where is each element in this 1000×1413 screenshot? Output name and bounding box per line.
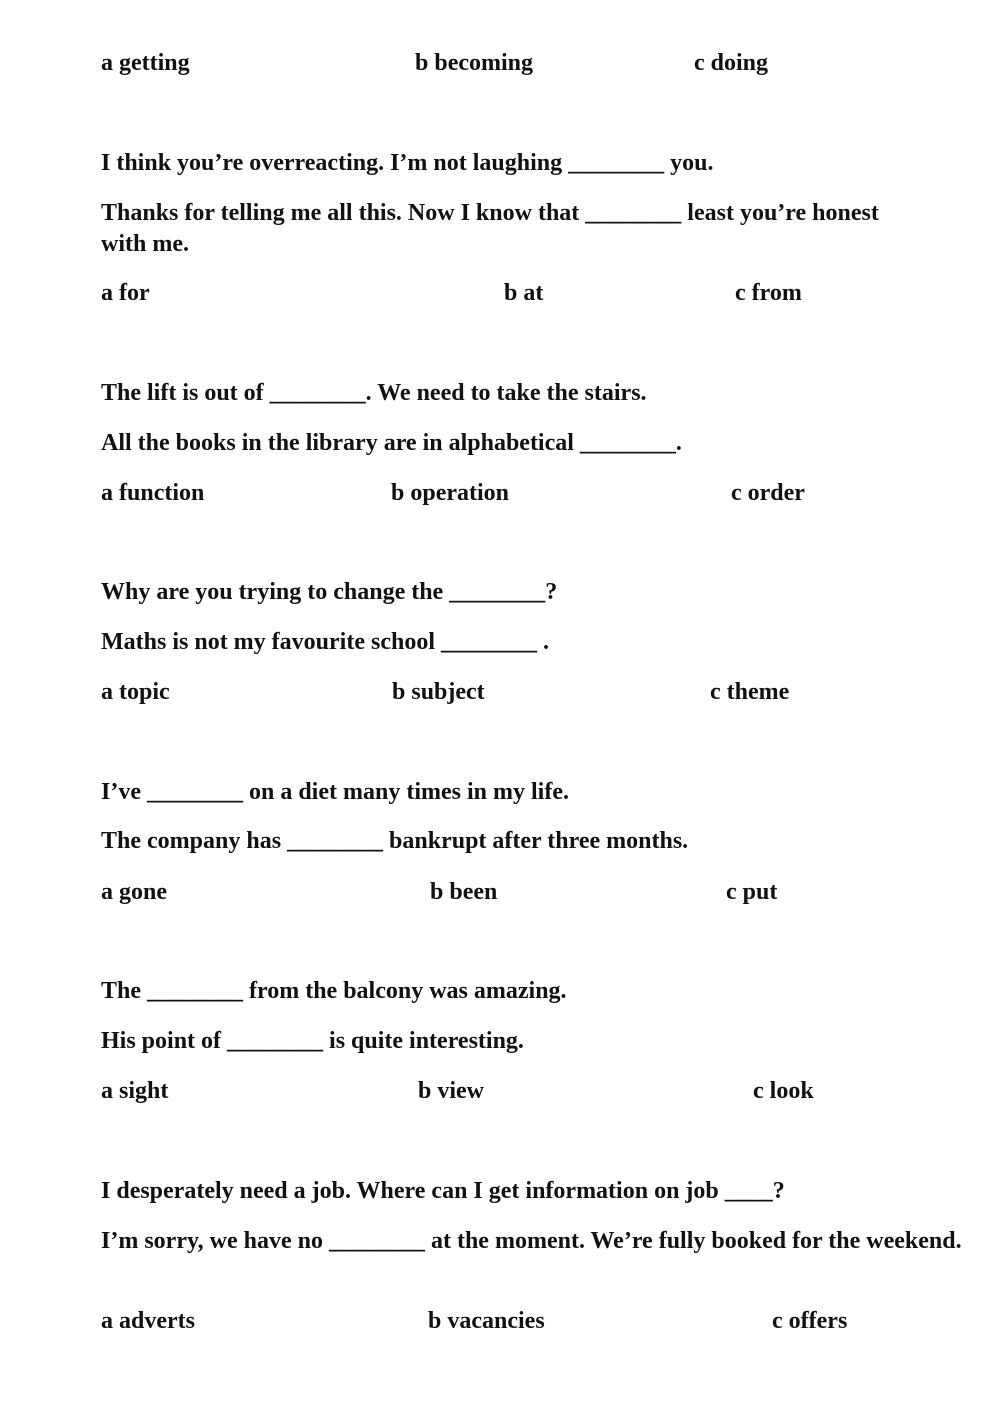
option-c: c put — [726, 879, 778, 905]
option-c: c look — [753, 1078, 814, 1104]
option-a: a getting — [101, 50, 190, 76]
option-b: b becoming — [415, 50, 534, 76]
option-a: a sight — [101, 1078, 169, 1104]
option-a: a function — [101, 480, 205, 506]
option-b: b vacancies — [428, 1308, 545, 1334]
question-sentence: I’m sorry, we have no ________ at the moment. We’re fully booked for the weekend. — [101, 1228, 962, 1254]
option-b: b at — [504, 280, 544, 306]
option-b: b been — [430, 879, 498, 905]
option-a: a topic — [101, 679, 170, 705]
option-a: a gone — [101, 879, 167, 905]
question-sentence: All the books in the library are in alphabetical ________. — [101, 430, 682, 456]
option-b: b view — [418, 1078, 484, 1104]
question-sentence: Maths is not my favourite school ________ . — [101, 629, 549, 655]
question-sentence: Why are you trying to change the ________? — [101, 579, 558, 605]
question-sentence: I think you’re overreacting. I’m not laughing ________ you. — [101, 150, 714, 176]
option-c: c order — [731, 480, 805, 506]
option-b: b subject — [392, 679, 485, 705]
question-sentence: I desperately need a job. Where can I get information on job ____? — [101, 1178, 785, 1204]
question-sentence: The lift is out of ________. We need to take the stairs. — [101, 380, 647, 406]
option-c: c theme — [710, 679, 790, 705]
question-sentence: I’ve ________ on a diet many times in my life. — [101, 779, 569, 805]
question-sentence: Thanks for telling me all this. Now I know that ________ least you’re honest with me. — [101, 200, 879, 257]
question-sentence: The ________ from the balcony was amazing. — [101, 978, 567, 1004]
question-sentence: The company has ________ bankrupt after three months. — [101, 828, 689, 854]
question-sentence: His point of ________ is quite interesting. — [101, 1028, 524, 1054]
option-a: a for — [101, 280, 150, 306]
option-c: c doing — [694, 50, 769, 76]
option-c: c from — [735, 280, 802, 306]
option-c: c offers — [772, 1308, 848, 1334]
option-a: a adverts — [101, 1308, 195, 1334]
option-b: b operation — [391, 480, 510, 506]
